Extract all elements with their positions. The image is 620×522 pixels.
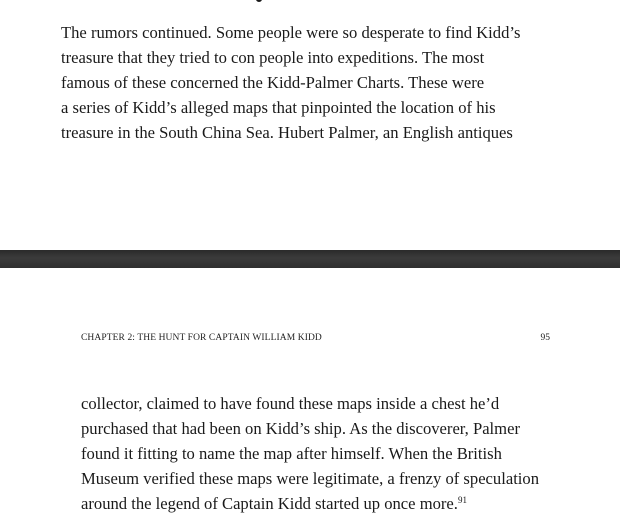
text-line: found it fitting to name the map after himself. When the British: [81, 444, 502, 463]
text-line: The rumors continued. Some people were so desperate to find Kidd’s: [61, 23, 521, 42]
text-line: famous of these concerned the Kidd-Palmer Charts. These were: [61, 73, 485, 92]
page-number: 95: [540, 333, 550, 343]
document-page-top: [0, 0, 620, 250]
running-header: CHAPTER 2: THE HUNT FOR CAPTAIN WILLIAM KIDD: [81, 333, 322, 343]
text-line: Museum verified these maps were legitimate, a frenzy of speculation: [81, 469, 540, 488]
page-separator: [0, 250, 620, 268]
document-page-bottom: [0, 268, 620, 522]
text-line-with-footnote: [81, 491, 539, 516]
text-line: around the legend of Captain Kidd started up once more.: [81, 494, 458, 513]
footnote-reference[interactable]: 91: [457, 495, 467, 505]
body-paragraph: [61, 20, 520, 145]
text-line: collector, claimed to have found these maps inside a chest he’d: [81, 394, 500, 413]
clipped-glyph-fragment: [256, 0, 262, 2]
text-line: a series of Kidd’s alleged maps that pinpointed the location of his: [61, 98, 496, 117]
body-paragraph: [81, 391, 539, 516]
text-line: treasure in the South China Sea. Hubert Palmer, an English antiques: [61, 123, 513, 142]
text-line: purchased that had been on Kidd’s ship. As the discoverer, Palmer: [81, 419, 520, 438]
text-line: treasure that they tried to con people into expeditions. The most: [61, 48, 485, 67]
